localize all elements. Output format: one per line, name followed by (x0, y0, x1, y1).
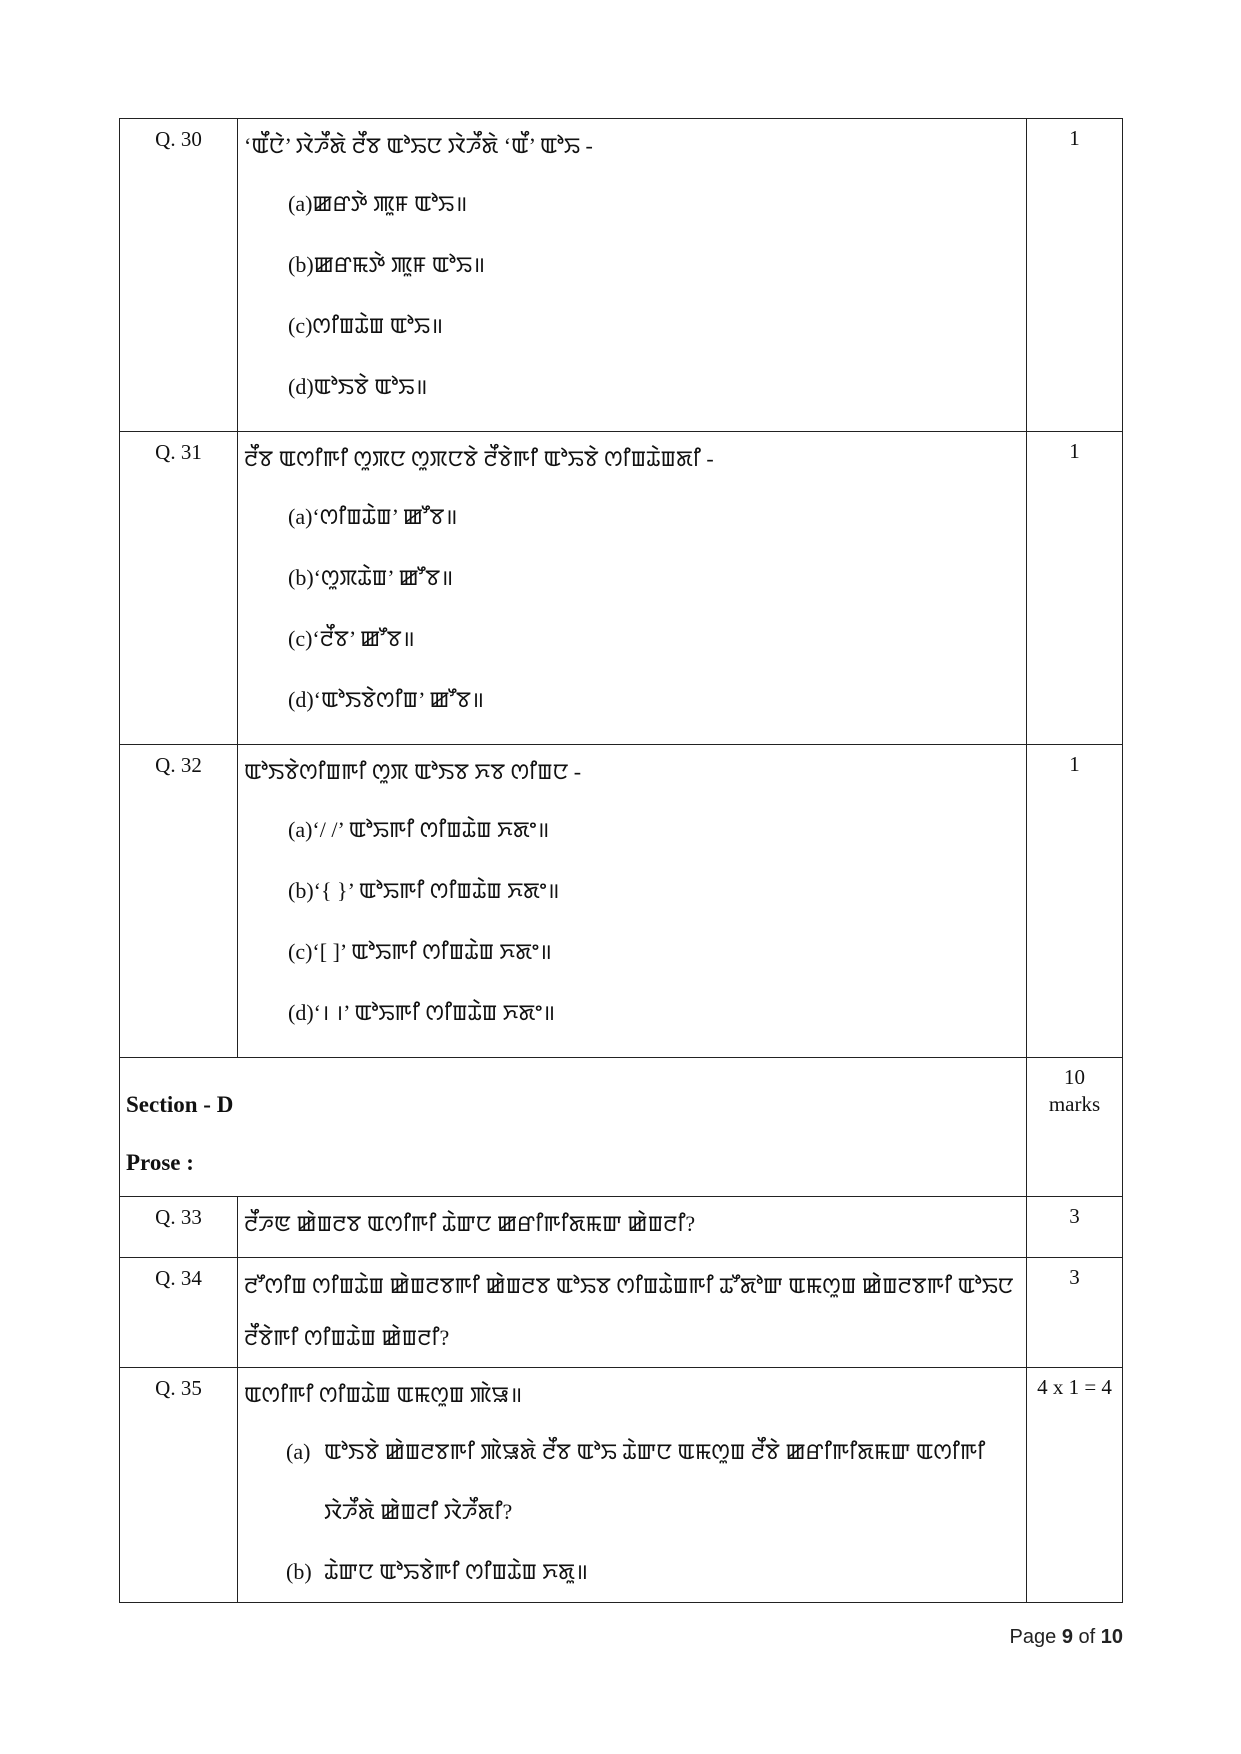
option-d: (d)ꯑꯣꯏꯕꯥ ꯑꯣꯢ॥ (288, 374, 428, 399)
page-footer: Page 9 of 10 (1009, 1626, 1123, 1648)
question-number: Q. 34 (120, 1258, 238, 1368)
option-d: (d)‘ꯑꯣꯏꯕꯥꯁꯤꯡ’ ꯀꯧꯕ॥ (288, 687, 485, 712)
option-d: (d)‘। ।’ ꯑꯣꯢꯒꯤ ꯁꯤꯡꯊꯥꯡ ꯈꯗꯦ॥ (288, 1000, 556, 1025)
option-c: (c)‘ꯂꯩꯕ’ ꯀꯧꯕ॥ (288, 626, 415, 651)
question-stem: ꯑꯣꯏꯕꯥꯁꯤꯡꯒꯤ ꯁꯨꯞ ꯑꯣꯏꯕ ꯈꯕ ꯁꯤꯡꯅ - (244, 759, 582, 784)
option-c: (c)‘[ ]’ ꯑꯣꯢꯒꯤ ꯁꯤꯡꯊꯥꯡ ꯈꯗꯦ॥ (288, 939, 552, 964)
question-row-35 (120, 1368, 1123, 1603)
section-row (120, 1058, 1123, 1197)
marks-cell: 1 (1027, 745, 1123, 1058)
option-b: (b)‘ꯁꯨꯞꯊꯥꯡ’ ꯀꯧꯕ॥ (288, 565, 454, 590)
option-b: (b)ꯀꯔꯃꯇꯥ ꯄꯨꯝ ꯑꯣꯢ॥ (288, 252, 486, 277)
page-total: 10 (1100, 1626, 1123, 1648)
option-a: (a)‘ꯁꯤꯡꯊꯥꯡ’ ꯀꯧꯕ॥ (288, 504, 458, 529)
option-b: (b)‘{ }’ ꯑꯣꯢꯒꯤ ꯁꯤꯡꯊꯥꯡ ꯈꯗꯦ॥ (288, 878, 560, 903)
section-subtitle: Prose : (126, 1150, 194, 1175)
question-number: Q. 30 (120, 119, 238, 432)
question-number: Q. 35 (120, 1368, 238, 1603)
option-a: (a)ꯀꯔꯇꯥ ꯄꯨꯝ ꯑꯣꯢ॥ (288, 191, 468, 216)
question-row-33 (120, 1197, 1123, 1258)
question-text: ꯂꯧꯁꯤꯡ ꯁꯤꯡꯊꯥꯡ ꯀꯥꯡꯂꯕꯒꯤ ꯀꯥꯡꯂꯕ ꯑꯣꯢꯕ ꯁꯤꯡꯊꯥꯡꯒꯤ ꯊꯧꯗꯣꯛ ꯑꯃꯁꯨꯡ ꯀꯥꯡꯂꯕꯒꯤ ꯑꯣꯢꯅ ꯂꯩꯕꯥꯒꯤ ꯁꯤꯡꯊꯥꯡ ꯀꯥꯡꯂꯤ? (244, 1273, 1014, 1350)
question-stem: ꯑꯁꯤꯒꯤ ꯁꯤꯡꯊꯥꯡ ꯑꯃꯁꯨꯡ ꯄꯥꯎ॥ (244, 1382, 523, 1407)
question-text: ꯂꯩꯍꯟ ꯀꯥꯡꯂꯕ ꯑꯁꯤꯒꯤ ꯊꯥꯛꯅ ꯀꯔꯤꯒꯤꯗꯃꯛ ꯀꯥꯡꯂꯤ? (244, 1211, 696, 1236)
question-number: Q. 31 (120, 432, 238, 745)
section-title: Section - D (126, 1092, 234, 1117)
option-a: (a)‘/ /’ ꯑꯣꯢꯒꯤ ꯁꯤꯡꯊꯥꯡ ꯈꯗꯦ॥ (288, 817, 550, 842)
question-row-31 (120, 432, 1123, 745)
question-stem: ꯂꯩꯕ ꯑꯁꯤꯒꯤ ꯁꯨꯞꯅ ꯁꯨꯞꯅꯕꯥ ꯂꯩꯕꯥꯒꯤ ꯑꯣꯢꯕꯥ ꯁꯤꯡꯊꯥꯡꯗꯤ - (244, 446, 714, 471)
question-row-32 (120, 745, 1123, 1058)
question-table (119, 118, 1123, 1603)
marks-cell: 4 x 1 = 4 (1027, 1368, 1123, 1603)
question-stem: ‘ꯑꯩꯅꯥ’ ꯋꯥꯍꯩꯗꯥ ꯂꯩꯕ ꯑꯣꯢꯅ ꯋꯥꯍꯩꯗꯥ ‘ꯑꯩ’ ꯑꯣꯢ - (244, 133, 593, 158)
option-b: (b) ꯊꯥꯛꯅ ꯑꯣꯢꯕꯥꯒꯤ ꯁꯤꯡꯊꯥꯡ ꯈꯗꯨ॥ (286, 1559, 589, 1584)
marks-cell: 1 (1027, 432, 1123, 745)
question-number: Q. 32 (120, 745, 238, 1058)
question-number: Q. 33 (120, 1197, 238, 1258)
option-a: (a) ꯑꯣꯏꯕꯥ ꯀꯥꯡꯂꯕꯒꯤ ꯄꯥꯎꯗꯥ ꯂꯩꯕ ꯑꯣꯢ ꯊꯥꯛꯅ ꯑꯃꯁꯨꯡ ꯂꯩꯕꯥ ꯀꯔꯤꯒꯤꯗꯃꯛ ꯑꯁꯤꯒꯤ ꯋꯥꯍꯩꯗꯥ ꯀꯥꯡꯂꯤ ꯋꯥꯍꯩꯗꯤ? (286, 1439, 986, 1524)
section-marks: 10 marks (1027, 1058, 1123, 1197)
question-row-34 (120, 1258, 1123, 1368)
question-row-30 (120, 119, 1123, 432)
marks-cell: 3 (1027, 1197, 1123, 1258)
option-c: (c)ꯁꯤꯡꯊꯥꯡ ꯑꯣꯢ॥ (288, 313, 444, 338)
marks-cell: 3 (1027, 1258, 1123, 1368)
marks-cell: 1 (1027, 119, 1123, 432)
page-current: 9 (1061, 1626, 1073, 1648)
